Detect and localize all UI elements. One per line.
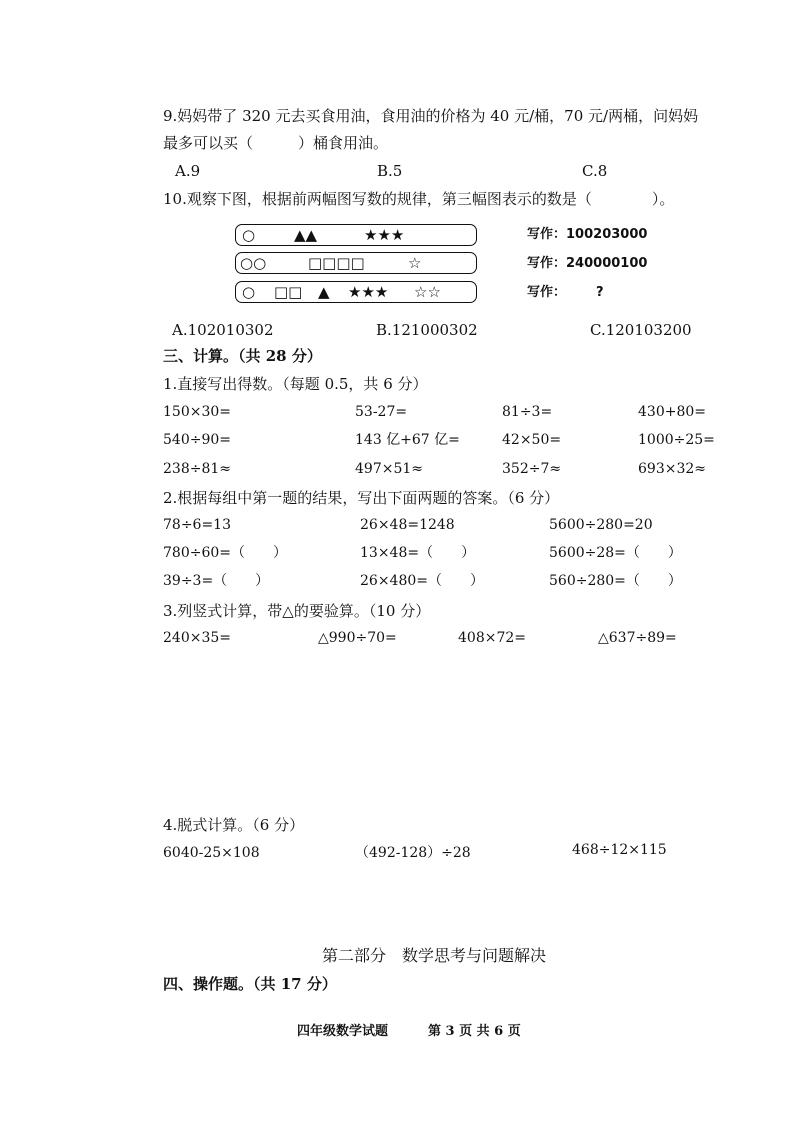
part3-title: 3.列竖式计算，带△的要验算。（10 分） <box>163 602 431 620</box>
row3-stars: ★★★ <box>348 283 389 301</box>
pattern-row-3 <box>235 281 477 303</box>
calc-item: 26×480=（ ） <box>360 573 484 589</box>
row3-squares: □□ <box>274 283 303 301</box>
calc-item: 693×32≈ <box>638 461 706 477</box>
section4-title: 四、操作题。（共 17 分） <box>163 975 337 993</box>
vertical-calc-item: △637÷89= <box>598 630 677 646</box>
q10-option-a: A.102010302 <box>172 321 274 339</box>
calc-item: 780÷60=（ ） <box>163 545 287 561</box>
row2-squares: □□□□ <box>308 254 365 272</box>
row2-stars: ☆ <box>408 254 422 272</box>
q9-line1: 9.妈妈带了 320 元去买食用油，食用油的价格为 40 元/桶，70 元/两桶，问妈妈 <box>163 107 699 125</box>
q9-line2: 最多可以买（ ）桶食用油。 <box>163 134 389 152</box>
vertical-calc-item: 240×35= <box>163 630 231 646</box>
pattern-row-2 <box>235 252 477 274</box>
q10-stem: 10.观察下图，根据前两幅图写数的规律，第三幅图表示的数是（ ）。 <box>163 190 675 208</box>
row1-write: 写作：100203000 <box>527 227 648 242</box>
part1-title: 1.直接写出得数。（每题 0.5，共 6 分） <box>163 375 428 393</box>
calc-item: 5600÷280=20 <box>549 517 653 533</box>
calc-item: 42×50= <box>502 432 562 448</box>
calc-item: 497×51≈ <box>355 461 423 477</box>
part2-heading: 第二部分 数学思考与问题解决 <box>322 946 547 965</box>
row1-triangles: ▲▲ <box>294 226 318 244</box>
stepwise-calc-item: （492-128）÷28 <box>355 845 471 861</box>
row1-circles: ○ <box>242 226 256 244</box>
q9-option-b: B.5 <box>377 162 403 180</box>
vertical-calc-item: 408×72= <box>458 630 526 646</box>
row3-write: 写作： ? <box>527 285 604 300</box>
q10-option-b: B.121000302 <box>376 321 478 339</box>
row3-hollow-stars: ☆☆ <box>414 283 441 301</box>
calc-item: 5600÷28=（ ） <box>549 545 682 561</box>
calc-item: 13×48=（ ） <box>360 545 476 561</box>
row3-triangles: ▲ <box>318 283 330 301</box>
footer-page-number: 第 3 页 共 6 页 <box>428 1024 521 1039</box>
calc-item: 560÷280=（ ） <box>549 573 682 589</box>
footer-subject: 四年级数学试题 <box>297 1024 389 1039</box>
q9-option-a: A.9 <box>175 162 201 180</box>
stepwise-calc-item: 6040-25×108 <box>163 845 260 861</box>
row2-circles: ○○ <box>240 254 267 272</box>
row1-stars: ★★★ <box>364 226 405 244</box>
calc-item: 150×30= <box>163 404 231 420</box>
stepwise-calc-item: 468÷12×115 <box>572 842 667 858</box>
calc-item: 78÷6=13 <box>163 517 231 533</box>
pattern-row-1 <box>235 224 477 246</box>
part4-title: 4.脱式计算。（6 分） <box>163 816 305 834</box>
row2-write: 写作：240000100 <box>527 256 648 271</box>
calc-item: 238÷81≈ <box>163 461 231 477</box>
q9-option-c: C.8 <box>582 162 608 180</box>
calc-item: 53-27= <box>355 404 408 420</box>
section3-title: 三、计算。（共 28 分） <box>163 347 322 365</box>
row3-circles: ○ <box>242 283 256 301</box>
calc-item: 540÷90= <box>163 432 231 448</box>
calc-item: 1000÷25= <box>638 432 715 448</box>
calc-item: 39÷3=（ ） <box>163 573 270 589</box>
calc-item: 26×48=1248 <box>360 517 455 533</box>
vertical-calc-item: △990÷70= <box>318 630 397 646</box>
calc-item: 81÷3= <box>502 404 553 420</box>
calc-item: 352÷7≈ <box>502 461 562 477</box>
part2-title: 2.根据每组中第一题的结果，写出下面两题的答案。（6 分） <box>163 489 560 507</box>
calc-item: 143 亿+67 亿= <box>355 432 460 448</box>
calc-item: 430+80= <box>638 404 706 420</box>
q10-option-c: C.120103200 <box>590 321 692 339</box>
